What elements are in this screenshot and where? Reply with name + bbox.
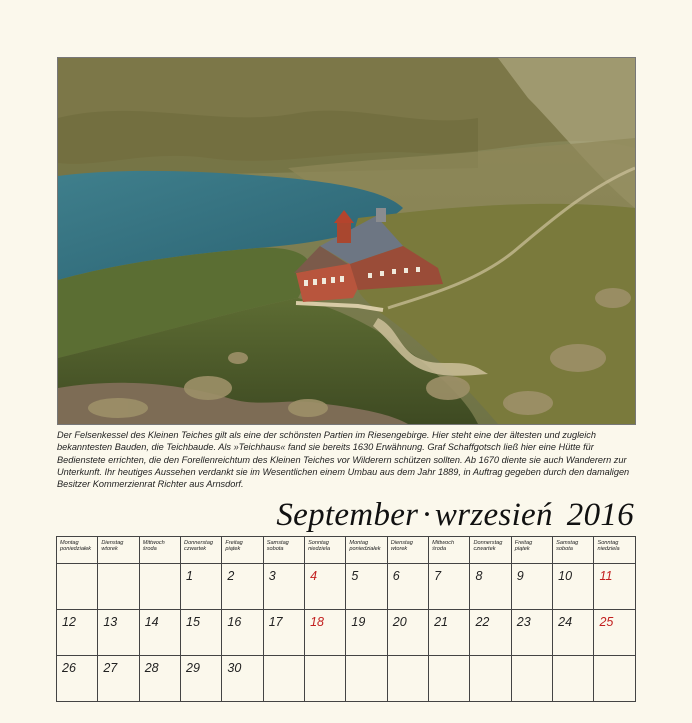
- weekday-header-row: [57, 537, 636, 564]
- weekday-de: Montag: [60, 540, 79, 546]
- day-cell: 14: [139, 610, 180, 656]
- day-cell: 9: [511, 564, 552, 610]
- day-cell: 28: [139, 656, 180, 702]
- weekday-pl: wtorek: [101, 546, 118, 553]
- weekday-header: [387, 537, 428, 564]
- day-cell: [387, 656, 428, 702]
- weekday-pl: niedziela: [597, 546, 620, 553]
- day-cell: [511, 656, 552, 702]
- weekday-header: [346, 537, 387, 564]
- weekday-de: Sonntag: [308, 540, 329, 546]
- title-separator: ·: [422, 497, 431, 533]
- day-cell: 7: [429, 564, 470, 610]
- day-cell: 20: [387, 610, 428, 656]
- day-cell: [429, 656, 470, 702]
- day-cell: 23: [511, 610, 552, 656]
- day-cell: 1: [181, 564, 222, 610]
- day-cell: 19: [346, 610, 387, 656]
- day-cell: 8: [470, 564, 511, 610]
- weekday-header: [181, 537, 222, 564]
- day-cell-sunday: 11: [594, 564, 636, 610]
- weekday-header: [305, 537, 346, 564]
- weekday-de: Mittwoch: [432, 540, 455, 546]
- weekday-de: Montag: [349, 540, 369, 546]
- weekday-de: Samstag: [266, 540, 289, 546]
- weekday-de: Freitag: [225, 540, 243, 546]
- day-cell: [346, 656, 387, 702]
- day-cell: [98, 564, 139, 610]
- weekday-header: [511, 537, 552, 564]
- day-cell: 10: [553, 564, 594, 610]
- weekday-pl: środa: [142, 546, 157, 553]
- month-name-pl: wrzesień: [434, 497, 553, 533]
- weekday-de: Donnerstag: [184, 540, 213, 546]
- day-cell: [139, 564, 180, 610]
- day-cell: 2: [222, 564, 263, 610]
- weekday-pl: poniedziałek: [349, 546, 381, 553]
- weekday-pl: piątek: [225, 546, 241, 553]
- month-name-de: September: [276, 497, 419, 533]
- day-cell: [553, 656, 594, 702]
- day-cell: 13: [98, 610, 139, 656]
- day-cell: [57, 564, 98, 610]
- weekday-pl: niedziela: [308, 546, 331, 553]
- weekday-de: Donnerstag: [473, 540, 503, 546]
- weekday-header: [594, 537, 636, 564]
- weekday-de: Mittwoch: [142, 540, 165, 546]
- day-cell-sunday: [305, 656, 346, 702]
- day-cell: [470, 656, 511, 702]
- weekday-pl: czwartek: [473, 546, 496, 553]
- weekday-pl: czwartek: [184, 546, 207, 553]
- weekday-de: Sonntag: [597, 540, 619, 546]
- week-row: [57, 564, 636, 610]
- day-cell: 6: [387, 564, 428, 610]
- photo-teichbaude: [57, 57, 636, 425]
- weekday-header: [429, 537, 470, 564]
- photo-caption: Der Felsenkessel des Kleinen Teiches gilt als eine der schönsten Partien im Riesengebirge. Hier steht eine der ältesten und zugleich bekanntesten Bauden, die Teichbaude. Als »Teichhaus« fand sie bereits 1630 Erwähnung. Graf Schaffgotsch ließ hier eine Hütte für Bedienstete errichten, die den Forellenreichtum des Kleinen Teiches vor Wilderern schützen sollten. Ab 1670 diente sie auch Wanderern zur Unterkunft. Ihr heutiges Aussehen verdankt sie im Wesentlichen einem Umbau aus dem Jahr 1889, in Auftrag gegeben durch den damaligen Besitzer Kommerzienrat Richter aus Arnsdorf.: [57, 430, 630, 490]
- year: 2016: [566, 497, 634, 533]
- weekday-header: [57, 537, 98, 564]
- weekday-de: Freitag: [514, 540, 533, 546]
- day-cell: 21: [429, 610, 470, 656]
- weekday-de: Dienstag: [101, 540, 124, 546]
- day-cell: 3: [263, 564, 304, 610]
- day-cell: 17: [263, 610, 304, 656]
- month-title: [276, 497, 634, 534]
- weekday-de: Samstag: [556, 540, 579, 546]
- weekday-pl: sobota: [266, 546, 284, 553]
- weekday-pl: wtorek: [390, 546, 408, 553]
- weekday-pl: sobota: [556, 546, 573, 553]
- weekday-pl: piątek: [514, 546, 530, 553]
- day-cell-sunday: [594, 656, 636, 702]
- day-cell: [263, 656, 304, 702]
- day-cell: 12: [57, 610, 98, 656]
- calendar-grid: [56, 536, 636, 702]
- day-cell: 29: [181, 656, 222, 702]
- weekday-header: [139, 537, 180, 564]
- day-cell: 16: [222, 610, 263, 656]
- day-cell: 24: [553, 610, 594, 656]
- day-cell: 30: [222, 656, 263, 702]
- day-cell: 22: [470, 610, 511, 656]
- weekday-header: [553, 537, 594, 564]
- day-cell: 26: [57, 656, 98, 702]
- day-cell-sunday: 4: [305, 564, 346, 610]
- weekday-header: [263, 537, 304, 564]
- day-cell: 15: [181, 610, 222, 656]
- day-cell-sunday: 25: [594, 610, 636, 656]
- weekday-pl: poniedziałek: [60, 546, 92, 553]
- weekday-header: [222, 537, 263, 564]
- weekday-header: [470, 537, 511, 564]
- day-cell-sunday: 18: [305, 610, 346, 656]
- weekday-pl: środa: [432, 546, 447, 553]
- week-row: [57, 610, 636, 656]
- day-cell: 27: [98, 656, 139, 702]
- weekday-de: Dienstag: [390, 540, 413, 546]
- day-cell: 5: [346, 564, 387, 610]
- weekday-header: [98, 537, 139, 564]
- week-row: [57, 656, 636, 702]
